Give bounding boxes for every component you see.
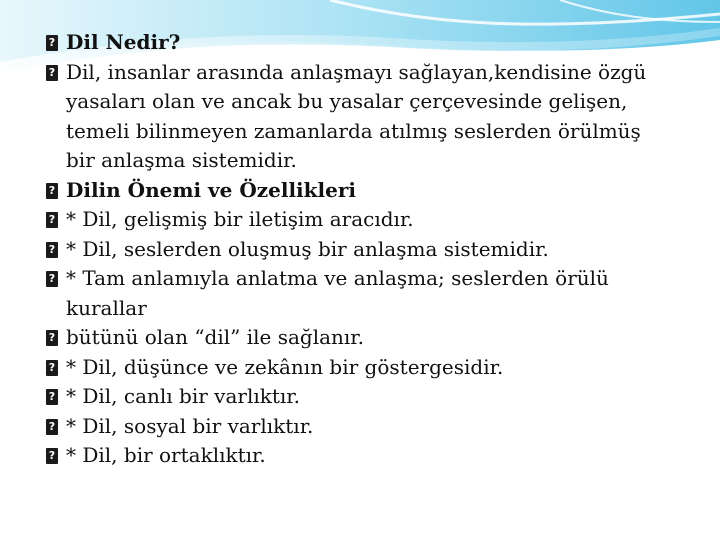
bullet-item (46, 205, 686, 235)
bullet-glyph-icon (46, 35, 58, 51)
bullet-glyph-icon (46, 419, 58, 435)
bullet-glyph-icon (46, 360, 58, 376)
bullet-item (46, 441, 686, 471)
bullet-continuation (46, 117, 686, 147)
body-text: Dil, insanlar arasında anlaşmayı sağlayan,kendisine özgü (66, 59, 647, 84)
body-text: kurallar (66, 295, 147, 320)
bullet-glyph-icon (46, 448, 58, 464)
bullet-item (46, 353, 686, 383)
bullet-item (46, 28, 686, 58)
bullet-glyph-icon (46, 271, 58, 287)
body-text: * Dil, gelişmiş bir iletişim aracıdır. (66, 207, 414, 231)
body-text: * Tam anlamıyla anlatma ve anlaşma; seslerden örülü (66, 266, 609, 290)
body-text: * Dil, bir ortaklıktır. (66, 443, 266, 467)
bullet-item (46, 176, 686, 206)
bullet-continuation (46, 146, 686, 176)
bullet-continuation (46, 87, 686, 117)
bullet-glyph-icon (46, 330, 58, 346)
body-text: * Dil, canlı bir varlıktır. (66, 384, 301, 408)
slide-body (46, 28, 686, 471)
bullet-item (46, 323, 686, 353)
heading-text: Dil Nedir? (66, 30, 181, 54)
bullet-item (46, 412, 686, 442)
body-text: temeli bilinmeyen zamanlarda atılmış seslerden örülmüş (66, 118, 641, 143)
bullet-glyph-icon (46, 242, 58, 258)
bullet-item (46, 58, 686, 88)
bullet-item (46, 235, 686, 265)
body-text: bütünü olan “dil” ile sağlanır. (66, 325, 365, 349)
bullet-glyph-icon (46, 65, 58, 81)
bullet-continuation (46, 294, 686, 324)
bullet-item (46, 264, 686, 294)
body-text: * Dil, düşünce ve zekânın bir göstergesidir. (66, 354, 504, 379)
body-text: * Dil, sosyal bir varlıktır. (66, 413, 314, 438)
bullet-item (46, 382, 686, 412)
bullet-glyph-icon (46, 212, 58, 228)
bullet-glyph-icon (46, 389, 58, 405)
body-text: bir anlaşma sistemidir. (66, 148, 297, 172)
bullet-glyph-icon (46, 183, 58, 199)
body-text: yasaları olan ve ancak bu yasalar çerçevesinde gelişen, (66, 89, 628, 113)
body-text: * Dil, seslerden oluşmuş bir anlaşma sistemidir. (66, 236, 549, 261)
heading-text: Dilin Önemi ve Özellikleri (66, 177, 356, 202)
